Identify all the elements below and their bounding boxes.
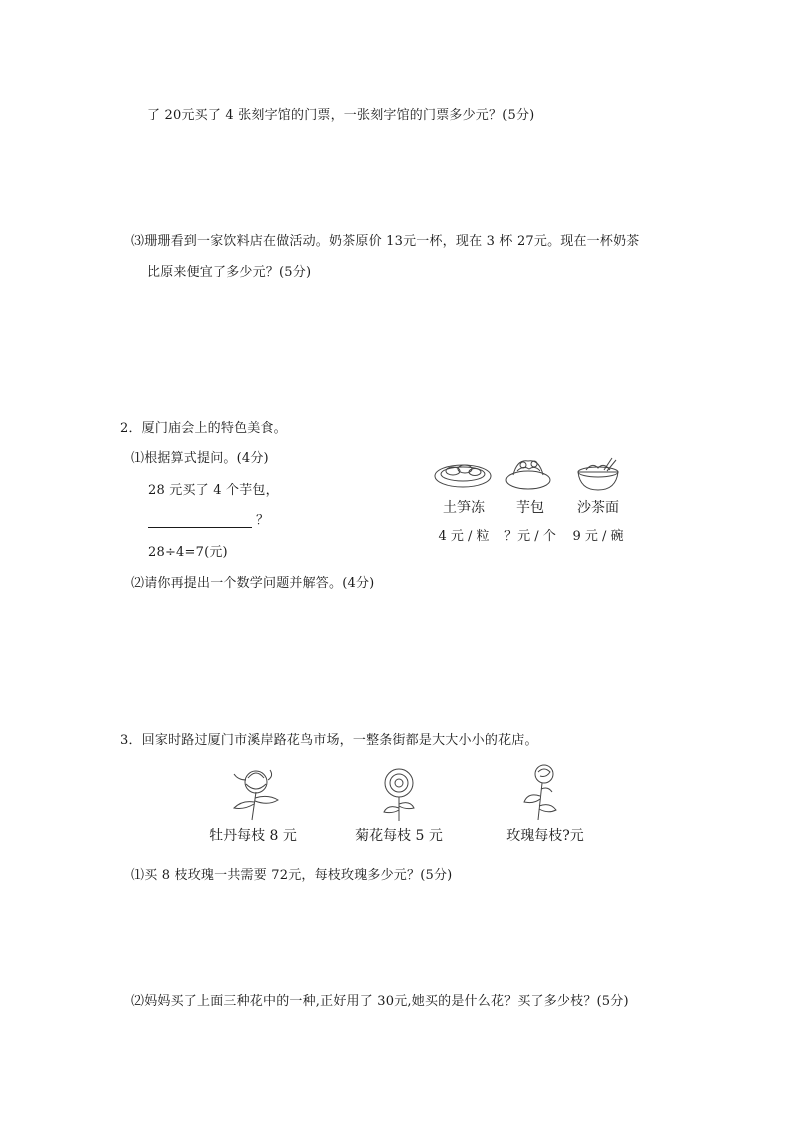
chrysanthemum-icon [376, 766, 422, 822]
q2-given-text: 28 元买了 4 个芋包， [148, 483, 279, 498]
flower-label-rose: 玫瑰每枝?元 [506, 828, 584, 844]
q3-title: 3．回家时路过厦门市溪岸路花鸟市场，一整条街都是大大小小的花店。 [120, 733, 538, 748]
tusundong-icon [433, 456, 493, 490]
q2-part2-title: ⑵请你再提出一个数学问题并解答。(4分) [131, 576, 375, 591]
menu-item-price-2: ？元 / 个 [504, 529, 556, 544]
q3-part2: ⑵妈妈买了上面三种花中的一种,正好用了 30元,她买的是什么花？买了多少枝？(5分) [131, 994, 629, 1009]
menu-item-name-1: 土笋冻 [443, 500, 485, 516]
flower-label-peony: 牡丹每枝 8 元 [209, 828, 297, 844]
menu-item-price-1: 4 元 / 粒 [438, 529, 490, 544]
shachamian-icon [574, 454, 622, 494]
answer-blank-line[interactable] [148, 513, 252, 528]
q2-question-blank[interactable] [148, 509, 269, 528]
q3-part1: ⑴买 8 枝玫瑰一共需要 72元，每枝玫瑰多少元？(5分) [131, 868, 453, 883]
q2-formula: 28÷4=7(元) [148, 545, 228, 560]
peony-icon [226, 764, 286, 822]
menu-item-price-3: 9 元 / 碗 [572, 529, 624, 544]
menu-item-name-3: 沙茶面 [577, 500, 619, 516]
yubao-icon [503, 453, 553, 491]
q1-part3-line2: 比原来便宜了多少元？(5分) [147, 265, 312, 280]
q1-part3-line1: ⑶珊珊看到一家饮料店在做活动。奶茶原价 13元一杯，现在 3 杯 27元。现在一杯奶茶 [131, 234, 640, 249]
q2-title: 2．厦门庙会上的特色美食。 [120, 421, 287, 436]
blank-suffix: ？ [256, 513, 270, 528]
menu-item-name-2: 芋包 [516, 500, 544, 516]
q2-part1-title: ⑴根据算式提问。(4分) [131, 451, 269, 466]
rose-icon [518, 762, 564, 822]
flower-label-chrysanthemum: 菊花每枝 5 元 [355, 828, 443, 844]
q1-part2-continued: 了 20元买了 4 张刻字馆的门票，一张刻字馆的门票多少元？(5分) [147, 108, 535, 123]
